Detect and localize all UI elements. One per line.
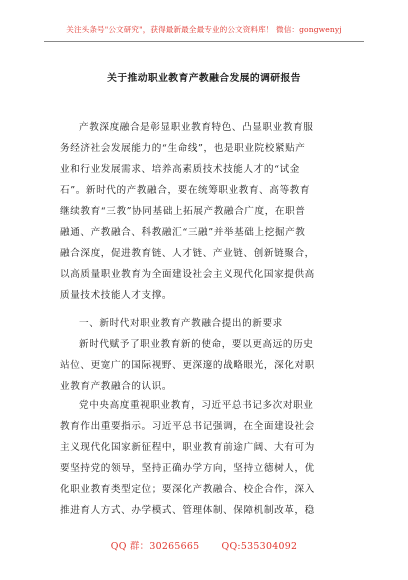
paragraph-line: 主义现代化国家新征程中，职业教育前途广阔、大有可为: [60, 442, 315, 453]
paragraph-line: 站位、更宽广的国际视野、更深邃的战略眼光，深化对职: [60, 360, 315, 371]
paragraph-line: 产教深度融合是彰显职业教育特色、凸显职业教育服: [79, 122, 314, 133]
paragraph-line: 石”。新时代的产教融合，要在统筹职业教育、高等教育: [60, 185, 311, 196]
header-banner: 关注头条号"公文研究"，获得最新最全最专业的公文资料库！ 微信：gongwenyj: [66, 25, 342, 34]
paragraph-3: [60, 395, 350, 521]
paragraph-line: 融通、产教融合、科教融汇“三融”并举基础上挖掘产教: [60, 227, 306, 238]
header-divider: [44, 41, 364, 42]
paragraph-line: 化职业教育类型定位；要深化产教融合、校企合作，深入: [60, 484, 315, 495]
paragraph-line: 教育作出重要指示。习近平总书记强调，在全面建设社会: [60, 421, 315, 432]
paragraph-line: 业和行业发展需求、培养高素质技术技能人才的“试金: [60, 164, 300, 175]
paragraph-line: 继续教育“三教”协同基础上拓展产教融合广度，在职普: [60, 206, 306, 217]
paragraph-line: 质量技术技能人才支撑。: [60, 290, 173, 301]
footer-qq: QQ:535304092: [221, 541, 298, 552]
paragraph-line: 业教育产教融合的认识。: [60, 381, 173, 392]
paragraph-line: 务经济社会发展能力的“生命线”，也是职业院校紧贴产: [60, 143, 306, 154]
section-heading: 一、新时代对职业教育产教融合提出的新要求: [79, 318, 283, 329]
footer-qq-group: QQ 群：30265665: [110, 541, 200, 552]
paragraph-line: 融合深度，促进教育链、人才链、产业链、创新链聚合，: [60, 248, 315, 259]
paragraph-line: 推进育人方式、办学模式、管理体制、保障机制改革，稳: [60, 505, 315, 516]
paragraph-line: 党中央高度重视职业教育，习近平总书记多次对职业: [79, 400, 314, 411]
paragraph-line: 新时代赋予了职业教育新的使命，要以更高远的历史: [79, 339, 314, 350]
paragraph-1: [60, 117, 350, 306]
paragraph-2: [60, 334, 350, 397]
footer-contact: [0, 538, 408, 552]
paragraph-line: 以高质量职业教育为全面建设社会主义现代化国家提供高: [60, 269, 315, 280]
document-title: 关于推动职业教育产教融合发展的调研报告: [107, 73, 301, 84]
paragraph-line: 要坚持党的领导，坚持正确办学方向，坚持立德树人，优: [60, 463, 315, 474]
